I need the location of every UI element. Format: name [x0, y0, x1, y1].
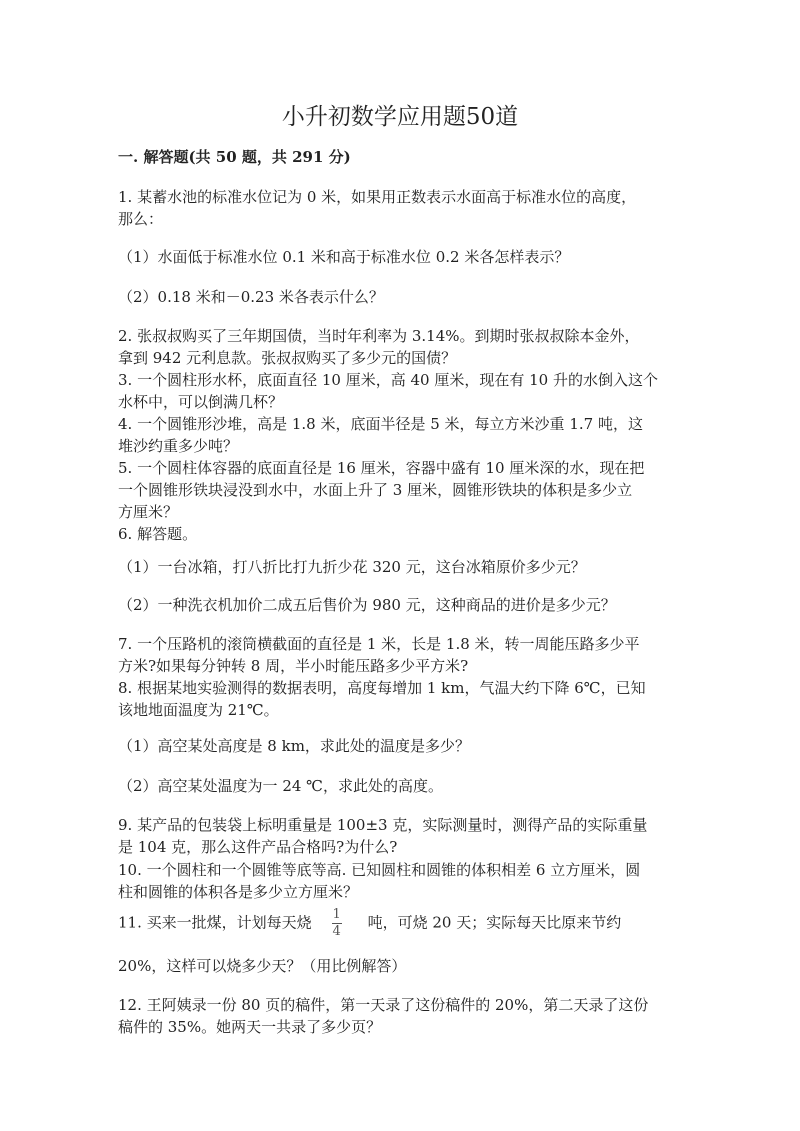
- question-12-line: 稿件的 35%。她两天一共录了多少页？: [118, 1018, 382, 1036]
- question-4-line: 堆沙约重多少吨？: [118, 437, 239, 455]
- fraction: [332, 908, 342, 939]
- question-1-line: 1. 某蓄水池的标准水位记为 0 米，如果用正数表示水面高于标准水位的高度，: [118, 188, 637, 206]
- question-11-line: 20%，这样可以烧多少天？（用比例解答）: [118, 957, 407, 975]
- question-11-text-after: 吨，可烧 20 天；实际每天比原来节约: [367, 913, 622, 932]
- question-6-sub-1: （1）一台冰箱，打八折比打九折少花 320 元，这台冰箱原价多少元？: [118, 558, 586, 576]
- question-1-line: 那么：: [118, 210, 164, 228]
- question-2-line: 2. 张叔叔购买了三年期国债，当时年利率为 3.14%。到期时张叔叔除本金外，: [118, 327, 640, 345]
- question-9-line: 是 104 克，那么这件产品合格吗?为什么?: [118, 838, 398, 856]
- question-7-line: 7. 一个压路机的滚筒横截面的直径是 1 米，长是 1.8 米，转一周能压路多少平: [118, 635, 640, 653]
- question-11-line: [118, 908, 621, 939]
- question-1-sub-1: （1）水面低于标准水位 0.1 米和高于标准水位 0.2 米各怎样表示？: [118, 248, 570, 266]
- question-8-line: 该地地面温度为 21℃。: [118, 701, 279, 719]
- question-5-line: 方厘米？: [118, 503, 179, 521]
- question-4-line: 4. 一个圆锥形沙堆，高是 1.8 米，底面半径是 5 米，每立方米沙重 1.7 吨，这: [118, 415, 643, 433]
- page-title: 小升初数学应用题50道: [281, 104, 519, 130]
- question-1-sub-2: （2）0.18 米和－0.23 米各表示什么？: [118, 288, 384, 306]
- question-8-sub-1: （1）高空某处高度是 8 km，求此处的温度是多少？: [118, 737, 470, 755]
- question-11-text-before: 11. 买来一批煤，计划每天烧: [118, 913, 312, 932]
- question-10-line: 10. 一个圆柱和一个圆锥等底等高. 已知圆柱和圆锥的体积相差 6 立方厘米，圆: [118, 861, 641, 879]
- question-10-line: 柱和圆锥的体积各是多少立方厘米？: [118, 883, 359, 901]
- section-heading: 一. 解答题(共 50 题，共 291 分): [118, 148, 351, 166]
- question-3-line: 水杯中，可以倒满几杯？: [118, 393, 284, 411]
- question-8-line: 8. 根据某地实验测得的数据表明，高度每增加 1 km，气温大约下降 6℃，已知: [118, 679, 646, 697]
- question-9-line: 9. 某产品的包装袋上标明重量是 100±3 克，实际测量时，测得产品的实际重量: [118, 816, 648, 834]
- question-12-line: 12. 王阿姨录一份 80 页的稿件，第一天录了这份稿件的 20%，第二天录了这份: [118, 996, 649, 1014]
- fraction-denominator: 4: [332, 924, 341, 939]
- fraction-numerator: 1: [332, 907, 341, 922]
- question-5-line: 一个圆锥形铁块浸没到水中，水面上升了 3 厘米，圆锥形铁块的体积是多少立: [118, 481, 633, 499]
- question-6-sub-2: （2）一种洗衣机加价二成五后售价为 980 元，这种商品的进价是多少元？: [118, 596, 616, 614]
- question-8-sub-2: （2）高空某处温度为一 24 ℃，求此处的高度。: [118, 777, 443, 795]
- question-7-line: 方米?如果每分钟转 8 周，半小时能压路多少平方米?: [118, 657, 469, 675]
- question-5-line: 5. 一个圆柱体容器的底面直径是 16 厘米，容器中盛有 10 厘米深的水，现在把: [118, 459, 645, 477]
- question-6-line: 6. 解答题。: [118, 525, 198, 543]
- question-2-line: 拿到 942 元利息款。张叔叔购买了多少元的国债？: [118, 349, 457, 367]
- question-3-line: 3. 一个圆柱形水杯，底面直径 10 厘米，高 40 厘米，现在有 10 升的水倒入这个: [118, 371, 658, 389]
